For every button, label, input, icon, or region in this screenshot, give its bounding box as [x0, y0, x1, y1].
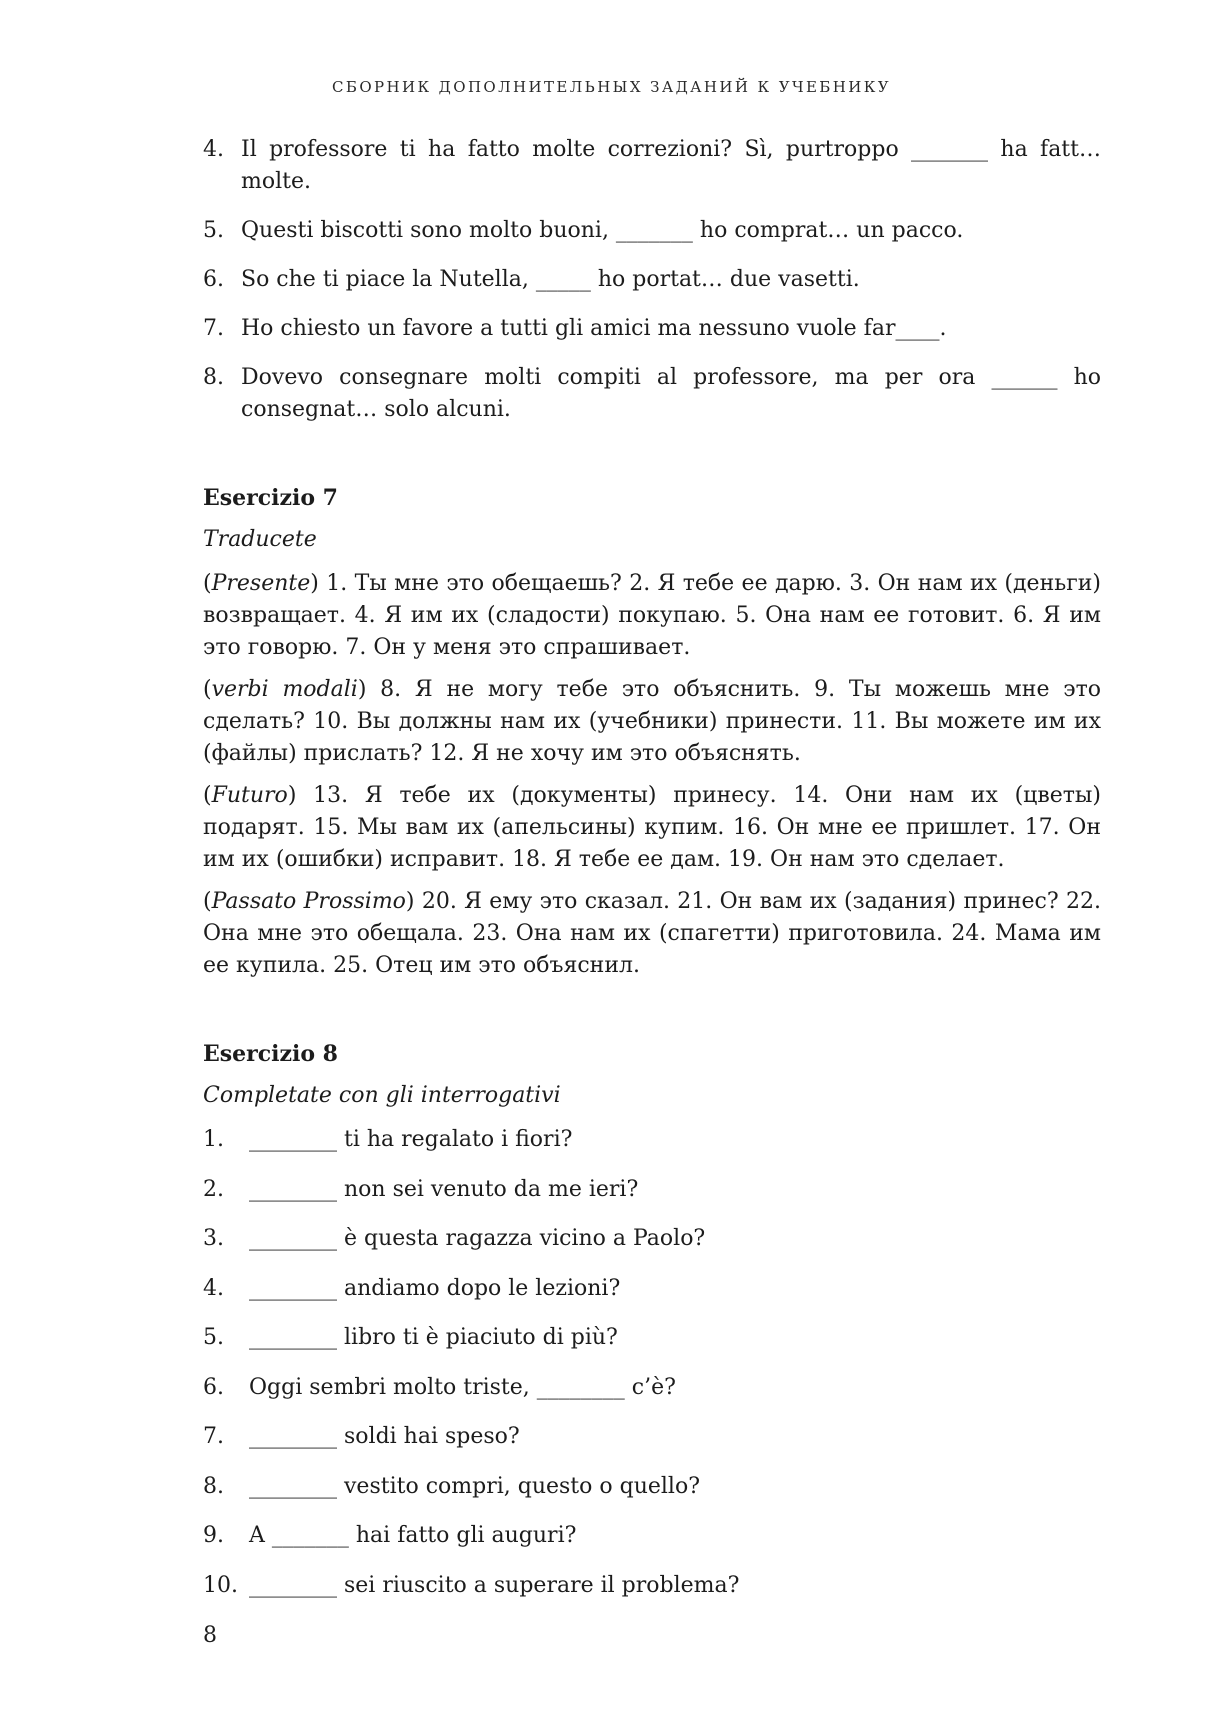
item-text: A _______ hai fatto gli auguri?	[249, 1523, 577, 1548]
page-number: 8	[203, 1623, 217, 1648]
list-item	[203, 1570, 1101, 1602]
paragraph-text: ) 8. Я не могу тебе это объяснить. 9. Ты можешь мне это сделать? 10. Вы должны нам их (учебники) принести. 11. Вы можете им их (файлы) прислать? 12. Я не хочу им это объяснять.	[203, 677, 1101, 766]
item-text: Oggi sembri molto triste, ________ c’è?	[249, 1374, 676, 1400]
item-text: Il professore ti ha fatto molte correzioni? Sì, purtroppo _______ ha fatt… molte.	[241, 137, 1101, 194]
item-number: 9.	[203, 1523, 224, 1548]
list-item	[203, 215, 1101, 247]
item-text: ________ andiamo dopo le lezioni?	[249, 1275, 621, 1301]
paragraph-text: ) 1. Ты мне это обещаешь? 2. Я тебе ее дарю. 3. Он нам их (деньги) возвращает. 4. Я им их (сладости) покупаю. 5. Она нам ее готовит. 6. Я им это говорю. 7. Он у меня это спрашивает.	[203, 571, 1101, 660]
item-number: 5.	[203, 218, 224, 243]
paragraph-text: ) 20. Я ему это сказал. 21. Он вам их (задания) принес? 22. Она мне это обещала. 23. Она нам их (спагетти) приготовила. 24. Мама им ее купила. 25. Отец им это объяснил.	[203, 889, 1101, 978]
exercise7-paragraph-futuro: (Futuro) 13. Я тебе их (документы) принесу. 14. Они нам их (цветы) подарят. 15. Мы вам их (апельсины) купим. 16. Он мне ее пришлет. 17. Он им их (ошибки) исправит. 18. Я тебе ее дам. 19. Он нам это сделает.	[203, 783, 1101, 872]
list-item	[203, 134, 1101, 198]
item-number: 5.	[203, 1325, 224, 1350]
exercise7-paragraph-passato: (Passato Prossimo) 20. Я ему это сказал. 21. Он вам их (задания) принес? 22. Она мне это обещала. 23. Она нам их (спагетти) приготовила. 24. Мама им ее купила. 25. Отец им это объяснил.	[203, 889, 1101, 978]
exercise7-heading: Esercizio 7	[203, 485, 338, 511]
item-text: ________ ti ha regalato i fiori?	[249, 1127, 573, 1152]
item-number: 2.	[203, 1176, 224, 1202]
item-text: ________ è questa ragazza vicino a Paolo?	[249, 1226, 706, 1251]
exercise8-instruction: Completate con gli interrogativi	[203, 1083, 561, 1108]
exercise7-paragraph-modali: (verbi modali) 8. Я не могу тебе это объяснить. 9. Ты можешь мне это сделать? 10. Вы должны нам их (учебники) принести. 11. Вы можете им их (файлы) прислать? 12. Я не хочу им это объяснять.	[203, 677, 1101, 766]
item-number: 10.	[203, 1572, 238, 1598]
item-number: 6.	[203, 1374, 224, 1400]
item-number: 6.	[203, 267, 224, 292]
list-item	[203, 264, 1101, 296]
exercise6-list	[203, 134, 1101, 426]
running-header: СБОРНИК ДОПОЛНИТЕЛЬНЫХ ЗАДАНИЙ К УЧЕБНИКУ	[332, 78, 891, 96]
item-text: ________ libro ti è piaciuto di più?	[249, 1325, 618, 1350]
paragraph-text: ) 13. Я тебе их (документы) принесу. 14. Они нам их (цветы) подарят. 15. Мы вам их (апельсины) купим. 16. Он мне ее пришлет. 17. Он им их (ошибки) исправит. 18. Я тебе ее дам. 19. Он нам это сделает.	[203, 783, 1101, 872]
list-item	[203, 362, 1101, 426]
item-text: Questi biscotti sono molto buoni, _______ ho comprat… un pacco.	[241, 218, 964, 243]
list-item	[203, 1322, 1101, 1354]
item-number: 7.	[203, 316, 224, 341]
list-item	[203, 1223, 1101, 1255]
page-content	[203, 134, 1101, 1619]
item-text: So che ti piace la Nutella, _____ ho portat… due vasetti.	[241, 267, 860, 292]
list-item	[203, 313, 1101, 345]
list-item	[203, 1520, 1101, 1552]
item-text: ________ sei riuscito a superare il problema?	[249, 1572, 740, 1598]
item-number: 8.	[203, 365, 224, 390]
list-item	[203, 1421, 1101, 1453]
tense-label: Futuro	[211, 783, 288, 808]
item-text: ________ vestito compri, questo o quello?	[249, 1473, 700, 1499]
exercise7-paragraph-presente: (Presente) 1. Ты мне это обещаешь? 2. Я тебе ее дарю. 3. Он нам их (деньги) возвращает. 4. Я им их (сладости) покупаю. 5. Она нам ее готовит. 6. Я им это говорю. 7. Он у меня это спрашивает.	[203, 571, 1101, 660]
tense-label: Presente	[211, 571, 311, 596]
item-text: Dovevo consegnare molti compiti al professore, ma per ora ______ ho consegnat… solo alcuni.	[241, 365, 1101, 422]
item-number: 7.	[203, 1424, 224, 1449]
item-text: Ho chiesto un favore a tutti gli amici ma nessuno vuole far____.	[241, 316, 947, 341]
tense-label: verbi modali	[211, 677, 358, 702]
list-item	[203, 1124, 1101, 1156]
item-number: 4.	[203, 137, 224, 162]
list-item	[203, 1273, 1101, 1305]
list-item	[203, 1372, 1101, 1404]
item-text: ________ soldi hai speso?	[249, 1424, 520, 1449]
list-item	[203, 1471, 1101, 1503]
item-number: 8.	[203, 1473, 224, 1499]
tense-label: Passato Prossimo	[211, 889, 406, 914]
item-number: 3.	[203, 1226, 224, 1251]
exercise8-heading: Esercizio 8	[203, 1041, 338, 1067]
exercise7-instruction: Traducete	[203, 527, 317, 552]
list-item	[203, 1174, 1101, 1206]
item-number: 4.	[203, 1275, 224, 1301]
item-text: ________ non sei venuto da me ieri?	[249, 1176, 639, 1202]
exercise8-list	[203, 1124, 1101, 1602]
item-number: 1.	[203, 1127, 224, 1152]
